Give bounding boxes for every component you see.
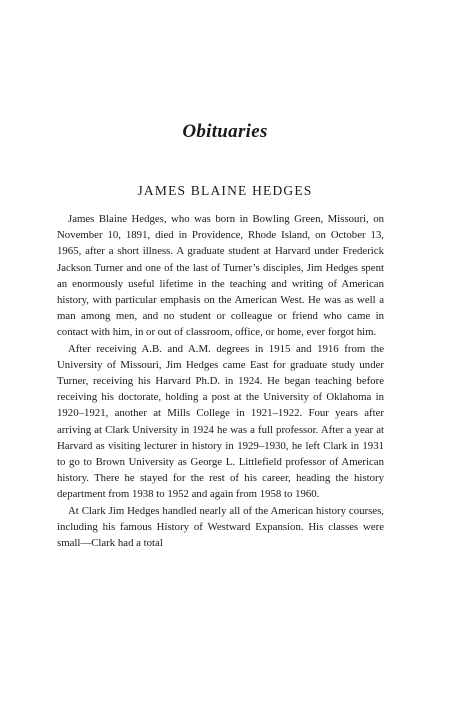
paragraph-2: After receiving A.B. and A.M. degrees in 1915 and 1916 from the University of Missouri, Jim Hedges came East for graduate study under Turner, receiving his Harvard Ph.D. in 1924. He began teaching before receiving his doctorate, holding a post at the University of Oklahoma in 1920–1921, another at Mills College in 1921–1922. Four years after arriving at Clark University in 1924 he was a full professor. After a year at Harvard as visiting lecturer in history in 1929–1930, he left Clark in 1931 to go to Brown University as George L. Littlefield professor of American history. There he stayed for the rest of his career, heading the history department from 1938 to 1952 and again from 1958 to 1960. [57,342,384,501]
paragraph-3: At Clark Jim Hedges handled nearly all of the American history courses, including his famous History of Westward Expansion. His classes were small—Clark had a total [57,504,384,550]
obituary-heading: JAMES BLAINE HEDGES [137,183,313,198]
obituary-body [57,211,384,551]
section-title: Obituaries [182,121,268,142]
paragraph-1: James Blaine Hedges, who was born in Bowling Green, Missouri, on November 10, 1891, died in Providence, Rhode Island, on October 13, 1965, after a short illness. A graduate student at Harvard under Frederick Jackson Turner and one of the last of Turner’s disciples, Jim Hedges spent an enormously useful lifetime in the teaching and writing of American history, with particular emphasis on the American West. He was as well a man among men, and no student or colleague or friend who came in contact with him, in or out of classroom, office, or home, ever forgot him. [57,213,384,339]
